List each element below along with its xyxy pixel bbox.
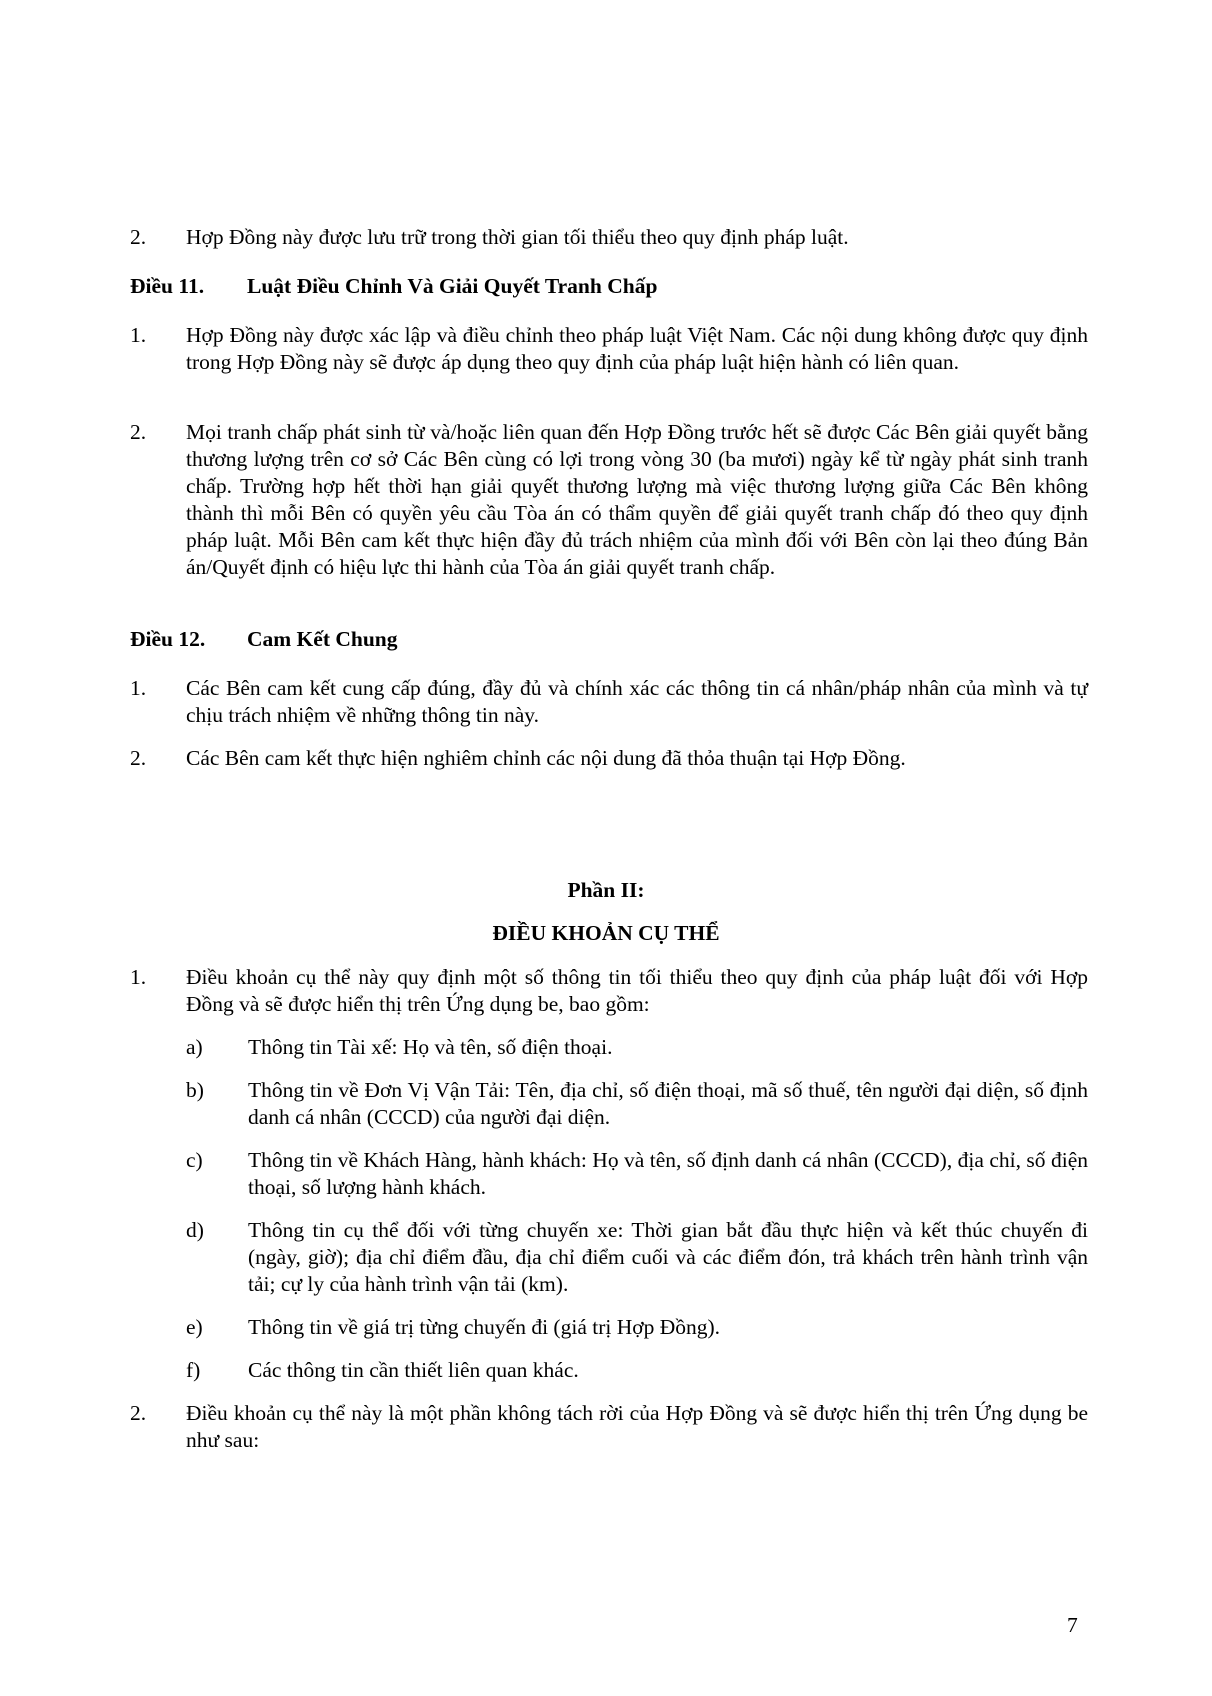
item-text: Điều khoản cụ thể này quy định một số thông tin tối thiểu theo quy định của pháp luật đối với Hợp Đồng và sẽ được hiển thị trên Ứng dụng be, bao gồm: — [186, 965, 1088, 1016]
subitem-f — [186, 1357, 1088, 1384]
subitem-c — [186, 1147, 1088, 1201]
article-number: Điều 12. — [130, 627, 206, 651]
article-11-heading — [130, 273, 657, 300]
art11-item-2 — [130, 419, 1088, 581]
item-number: 1. — [130, 965, 147, 989]
item-text: Hợp Đồng này được lưu trữ trong thời gian tối thiểu theo quy định pháp luật. — [186, 225, 849, 249]
subitem-letter: b) — [186, 1078, 204, 1102]
item-text: Điều khoản cụ thể này là một phần không tách rời của Hợp Đồng và sẽ được hiển thị trên Ứng dụng be như sau: — [186, 1401, 1088, 1452]
art12-item-1 — [130, 675, 1088, 729]
subitem-e — [186, 1314, 1088, 1341]
part-label: Phần II: — [567, 878, 645, 902]
part2-item-2 — [130, 1400, 1088, 1454]
item-text: Hợp Đồng này được xác lập và điều chỉnh theo pháp luật Việt Nam. Các nội dung không được quy định trong Hợp Đồng này sẽ được áp dụng theo quy định của pháp luật hiện hành có liên quan. — [186, 323, 1088, 374]
item-number: 1. — [130, 323, 147, 347]
item-number: 2. — [130, 746, 147, 770]
subitem-text: Thông tin về giá trị từng chuyến đi (giá trị Hợp Đồng). — [248, 1315, 721, 1339]
subitem-letter: f) — [186, 1358, 201, 1382]
item-number: 2. — [130, 420, 147, 444]
page-number: 7 — [1067, 1613, 1078, 1637]
article-number: Điều 11. — [130, 274, 205, 298]
item-number: 2. — [130, 225, 147, 249]
subitem-a — [186, 1034, 1088, 1061]
subitem-text: Thông tin cụ thể đối với từng chuyến xe: Thời gian bắt đầu thực hiện và kết thúc chuyến đi (ngày, giờ); địa chỉ điểm đầu, địa chỉ điểm cuối và các điểm đón, trả khách trên hành trình vận tải; cự ly của hành trình vận tải (km). — [248, 1218, 1088, 1296]
art10-item-2 — [130, 224, 1088, 251]
subitem-letter: e) — [186, 1315, 203, 1339]
item-text: Các Bên cam kết thực hiện nghiêm chỉnh các nội dung đã thỏa thuận tại Hợp Đồng. — [186, 746, 906, 770]
subitem-letter: c) — [186, 1148, 203, 1172]
art12-item-2 — [130, 745, 1088, 772]
subitem-b — [186, 1077, 1088, 1131]
subitem-letter: d) — [186, 1218, 204, 1242]
subitem-text: Thông tin Tài xế: Họ và tên, số điện thoại. — [248, 1035, 613, 1059]
part2-item-1 — [130, 964, 1088, 1018]
subitem-letter: a) — [186, 1035, 203, 1059]
item-text: Các Bên cam kết cung cấp đúng, đầy đủ và chính xác các thông tin cá nhân/pháp nhân của mình và tự chịu trách nhiệm về những thông tin này. — [186, 676, 1088, 727]
subitem-text: Các thông tin cần thiết liên quan khác. — [248, 1358, 579, 1382]
art11-item-1 — [130, 322, 1088, 376]
part-title: ĐIỀU KHOẢN CỤ THỂ — [492, 921, 720, 945]
item-number: 2. — [130, 1401, 147, 1425]
subitem-text: Thông tin về Khách Hàng, hành khách: Họ và tên, số định danh cá nhân (CCCD), địa chỉ, số điện thoại, số lượng hành khách. — [248, 1148, 1088, 1199]
item-number: 1. — [130, 676, 147, 700]
subitem-d — [186, 1217, 1088, 1298]
article-title: Cam Kết Chung — [247, 627, 398, 651]
item-text: Mọi tranh chấp phát sinh từ và/hoặc liên quan đến Hợp Đồng trước hết sẽ được Các Bên giải quyết bằng thương lượng trên cơ sở Các Bên cùng có lợi trong vòng 30 (ba mươi) ngày kể từ ngày phát sinh tranh chấp. Trường hợp hết thời hạn giải quyết thương lượng mà việc thương lượng giữa Các Bên không thành thì mỗi Bên có quyền yêu cầu Tòa án có thẩm quyền để giải quyết tranh chấp đó theo quy định pháp luật. Mỗi Bên cam kết thực hiện đầy đủ trách nhiệm của mình đối với Bên còn lại theo đúng Bản án/Quyết định có hiệu lực thi hành của Tòa án giải quyết tranh chấp. — [186, 420, 1088, 579]
article-12-heading — [130, 626, 398, 653]
article-title: Luật Điều Chỉnh Và Giải Quyết Tranh Chấp — [247, 274, 658, 298]
subitem-text: Thông tin về Đơn Vị Vận Tải: Tên, địa chỉ, số điện thoại, mã số thuế, tên người đại diện, số định danh cá nhân (CCCD) của người đại diện. — [248, 1078, 1088, 1129]
